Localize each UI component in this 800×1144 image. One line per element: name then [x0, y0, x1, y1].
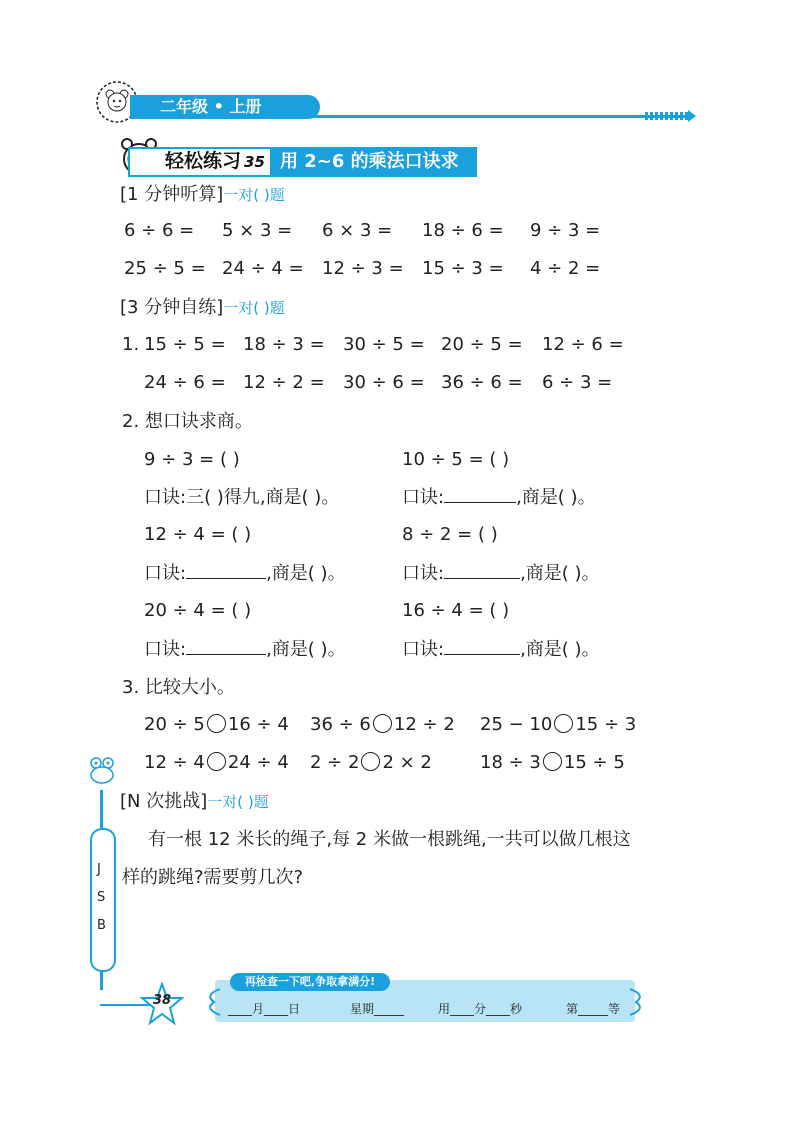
sec1-r1-c3: 6 × 3 = [322, 220, 393, 241]
footer-ornament-left [200, 985, 222, 1019]
sec3-heading [120, 790, 269, 814]
q2-f-hint: 口诀: ,商是( )。 [402, 639, 600, 660]
sec1-r1-c1: 6 ÷ 6 = [124, 220, 195, 241]
footer-rank: 第_____等 [566, 1002, 621, 1016]
sec2-heading [120, 296, 285, 320]
q3-r2-c1: 12 ÷ 4 24 ÷ 4 [144, 752, 289, 773]
q2-c: 12 ÷ 4 = ( ) [144, 524, 252, 545]
q2-title: 2. 想口诀求商。 [122, 411, 253, 432]
q2-a-hint: 口诀:三( )得九,商是( )。 [144, 487, 340, 508]
compare-circle[interactable] [543, 752, 562, 771]
q2-e-hint: 口诀: ,商是( )。 [144, 639, 346, 660]
title-number: 35 [244, 153, 265, 171]
compare-circle[interactable] [207, 714, 226, 733]
q1-r2-c3: 30 ÷ 6 = [343, 372, 425, 393]
q1-r2-c2: 12 ÷ 2 = [243, 372, 325, 393]
side-letter-b: B [97, 918, 106, 933]
header-dashes [645, 112, 690, 120]
q1-r2-c4: 36 ÷ 6 = [441, 372, 523, 393]
q1-r2-c1: 24 ÷ 6 = [144, 372, 226, 393]
sec1-r1-c5: 9 ÷ 3 = [530, 220, 601, 241]
q2-d-hint: 口诀: ,商是( )。 [402, 563, 600, 584]
sec1-head: [1 分钟听算] [120, 184, 224, 205]
sec1-r2-c5: 4 ÷ 2 = [530, 258, 601, 279]
q3-title: 3. 比较大小。 [122, 677, 235, 698]
sec1-r2-c3: 12 ÷ 3 = [322, 258, 404, 279]
footer-ornament-right [628, 985, 650, 1019]
compare-circle[interactable] [554, 714, 573, 733]
sec1-r2-c2: 24 ÷ 4 = [222, 258, 304, 279]
q2-b-hint: 口诀: ,商是( )。 [402, 487, 596, 508]
sec3-line2: 样的跳绳?需要剪几次? [122, 867, 304, 888]
grade-label: 二年级 • 上册 [160, 97, 262, 116]
q1-r1-c3: 30 ÷ 5 = [343, 334, 425, 355]
title-topic-box [270, 147, 475, 198]
sec1-r2-c4: 15 ÷ 3 = [422, 258, 504, 279]
q1-r1-c4: 20 ÷ 5 = [441, 334, 523, 355]
sec1-heading [120, 183, 285, 207]
page-number: 38 [152, 993, 172, 1008]
sec1-r2-c1: 25 ÷ 5 = [124, 258, 206, 279]
q2-a: 9 ÷ 3 = ( ) [144, 449, 240, 470]
q1-r1-c2: 18 ÷ 3 = [243, 334, 325, 355]
sec3-line1: 有一根 12 米长的绳子,每 2 米做一根跳绳,一共可以做几根这 [148, 829, 631, 850]
side-letter-j: J [97, 862, 101, 877]
q3-r1-c2: 36 ÷ 6 12 ÷ 2 [310, 714, 455, 735]
sec1-r1-c4: 18 ÷ 6 = [422, 220, 504, 241]
footer-date: ____月____日 [228, 1002, 301, 1016]
q2-f: 16 ÷ 4 = ( ) [402, 600, 510, 621]
sec2-score: 一对( )题 [223, 299, 285, 317]
header-arrow [688, 110, 696, 122]
q1-r1-c5: 12 ÷ 6 = [542, 334, 624, 355]
footer-time: 用____分____秒 [438, 1002, 523, 1016]
q1-r2-c5: 6 ÷ 3 = [542, 372, 613, 393]
q1-label: 1. [122, 334, 140, 355]
q3-r2-c3: 18 ÷ 3 15 ÷ 5 [480, 752, 625, 773]
q2-e: 20 ÷ 4 = ( ) [144, 600, 252, 621]
title-label: 轻松练习 35 [165, 150, 265, 172]
sec3-score: 一对( )题 [207, 793, 269, 811]
compare-circle[interactable] [207, 752, 226, 771]
title-topic: 用 2~6 的乘法口诀求商 [280, 151, 459, 198]
footer-banner: 再检查一下吧,争取拿满分! [230, 973, 390, 991]
q2-b: 10 ÷ 5 = ( ) [402, 449, 510, 470]
sec1-r1-c2: 5 × 3 = [222, 220, 293, 241]
sec3-head: [N 次挑战] [120, 791, 208, 812]
sec2-head: [3 分钟自练] [120, 297, 224, 318]
compare-circle[interactable] [361, 752, 380, 771]
q1-r1-c1: 15 ÷ 5 = [144, 334, 226, 355]
compare-circle[interactable] [373, 714, 392, 733]
frog-icon [88, 755, 116, 789]
side-letter-s: S [97, 890, 106, 905]
q3-r1-c1: 20 ÷ 5 16 ÷ 4 [144, 714, 289, 735]
sec1-score: 一对( )题 [223, 186, 285, 204]
q3-r2-c2: 2 ÷ 2 2 × 2 [310, 752, 432, 773]
q2-c-hint: 口诀: ,商是( )。 [144, 563, 346, 584]
q3-r1-c3: 25 − 10 15 ÷ 3 [480, 714, 637, 735]
q2-d: 8 ÷ 2 = ( ) [402, 524, 498, 545]
footer-weekday: 星期_____ [350, 1002, 405, 1016]
